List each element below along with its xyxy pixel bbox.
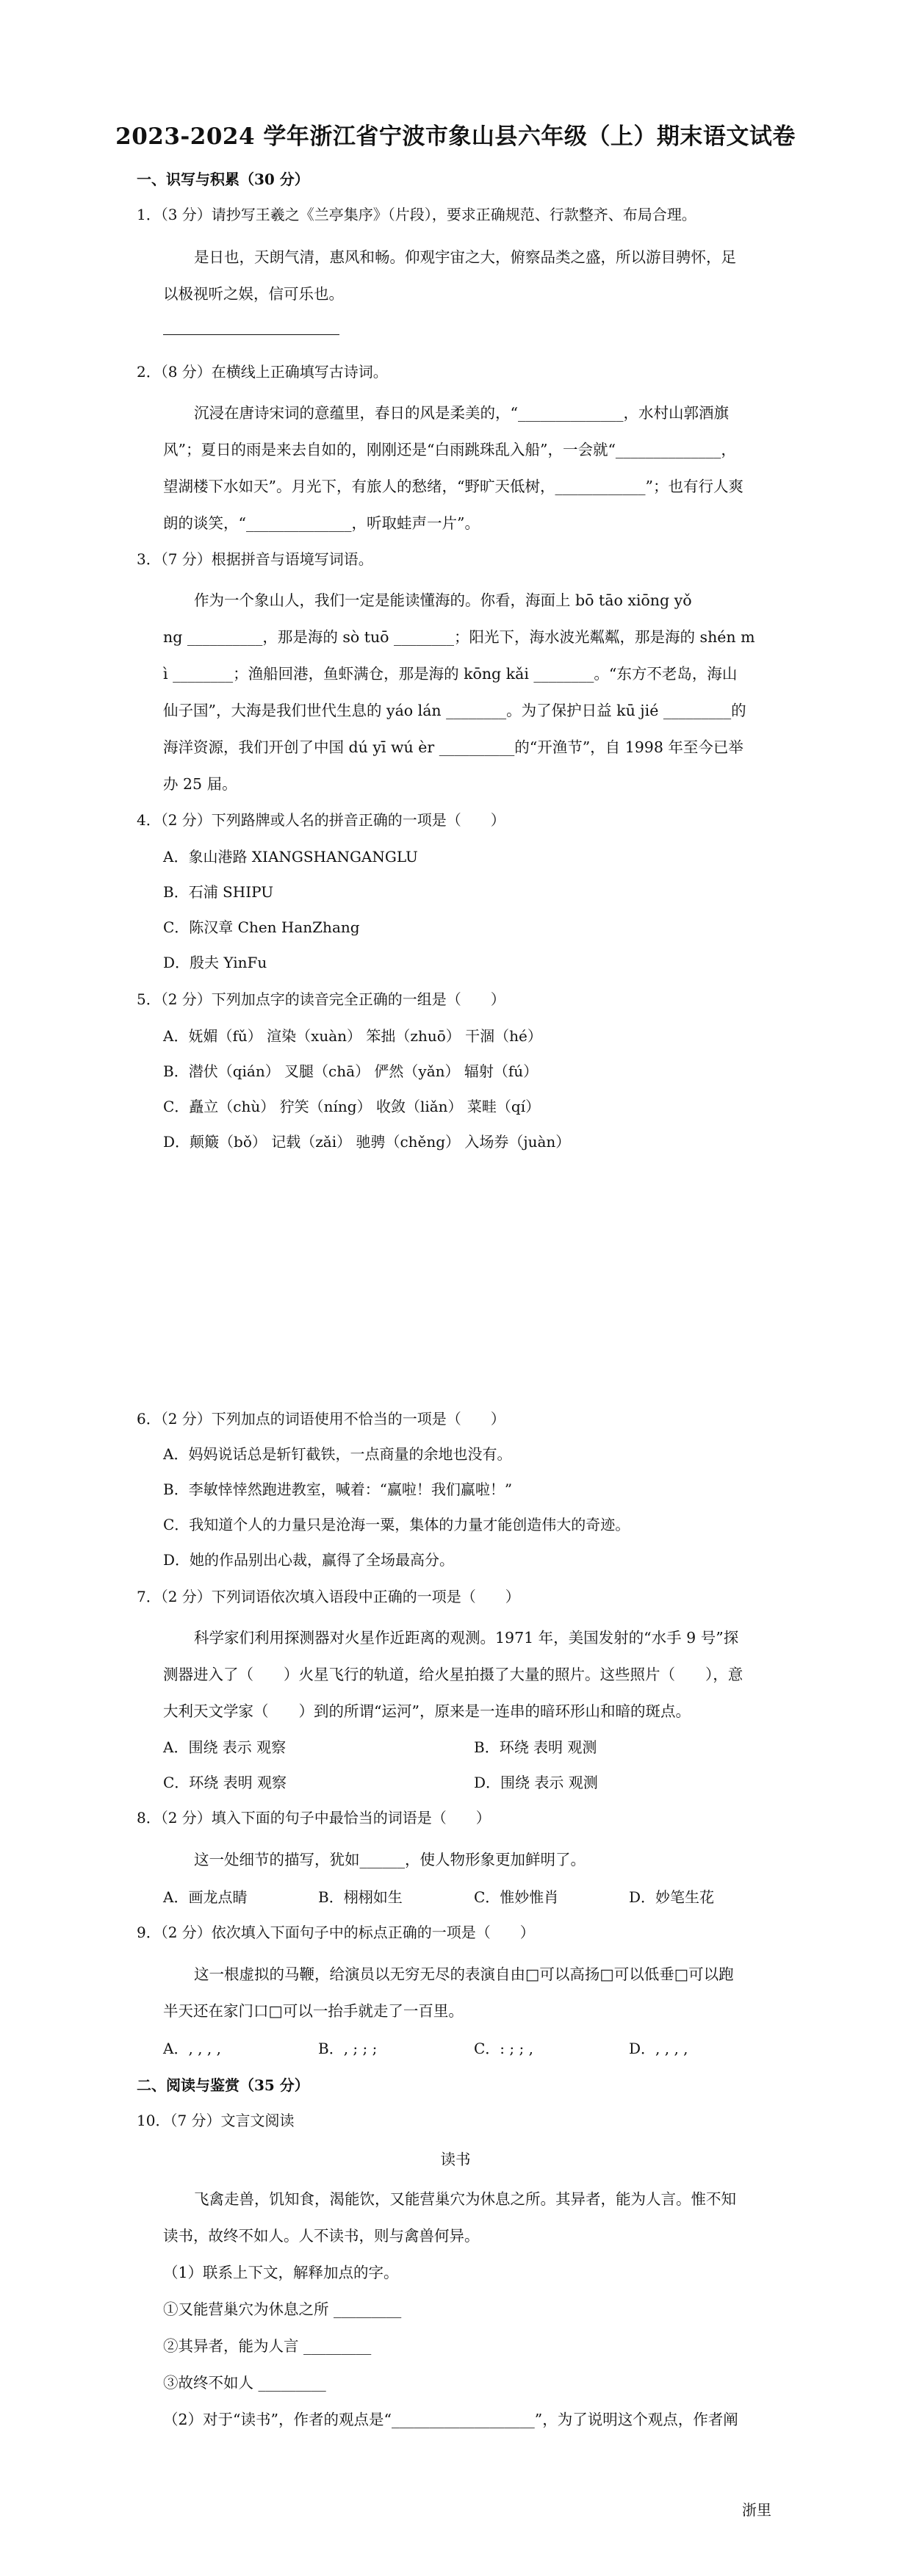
footer-brand: 浙里 <box>742 2501 771 2519</box>
option-a[interactable]: A．, , , , <box>163 2040 221 2057</box>
question-1-stem: 1．（3 分）请抄写王羲之《兰亭集序》（片段），要求正确规范、行款整齐、布局合理。 <box>137 206 696 223</box>
option-c[interactable]: C．环绕 表明 观察 <box>163 1774 287 1791</box>
question-9-text-line: 这一根虚拟的马鞭，给演员以无穷无尽的表演自由□可以高扬□可以低垂□可以跑 <box>194 1965 734 1983</box>
sub-question-item: ③故终不如人 _________ <box>163 2374 326 2392</box>
question-3-text-line: 作为一个象山人，我们一定是能读懂海的。你看，海面上 bō tāo xiōng yǒ <box>194 591 692 609</box>
sub-question-1: （1）联系上下文，解释加点的字。 <box>163 2264 399 2281</box>
question-9-text-line: 半天还在家门口□可以一抬手就走了一百里。 <box>163 2002 464 2020</box>
passage-line: 飞禽走兽，饥知食，渴能饮，又能营巢穴为休息之所。其异者，能为人言。惟不知 <box>194 2190 736 2208</box>
option-d[interactable]: D．殷夫 YinFu <box>163 954 267 971</box>
passage-line: 读书，故终不如人。人不读书，则与禽兽何异。 <box>163 2227 480 2245</box>
question-2-text-line: 沉浸在唐诗宋词的意蕴里，春日的风是柔美的，“______________，水村山郭酒旗 <box>194 404 729 422</box>
option-b[interactable]: B．李敏悻悻然跑进教室，喊着：“赢啦！我们赢啦！” <box>163 1481 513 1498</box>
option-d[interactable]: D．颠簸（bǒ） 记载（zǎi） 驰骋（chěng） 入场券（juàn） <box>163 1133 571 1151</box>
question-2-text-line: 望湖楼下水如天”。月光下，有旅人的愁绪，“野旷天低树，____________”；也有行人爽 <box>163 478 743 495</box>
question-3-text-line: 办 25 届。 <box>163 775 237 793</box>
passage-title: 读书 <box>440 2151 471 2168</box>
option-b[interactable]: B．潜伏（qián） 叉腿（chā） 俨然（yǎn） 辐射（fú） <box>163 1062 539 1080</box>
option-c[interactable]: C．惟妙惟肖 <box>474 1888 559 1906</box>
question-9-stem: 9．（2 分）依次填入下面句子中的标点正确的一项是（ ） <box>137 1924 535 1941</box>
option-b[interactable]: B．, ; ; ; <box>318 2040 378 2057</box>
option-d[interactable]: D．妙笔生花 <box>629 1888 715 1906</box>
section-heading-1: 一、识写与积累（30 分） <box>137 170 309 188</box>
question-7-text-line: 测器进入了（ ）火星飞行的轨道，给火星拍摄了大量的照片。这些照片（ ），意 <box>163 1666 743 1683</box>
option-d[interactable]: D．围绕 表示 观测 <box>474 1774 598 1791</box>
question-2-stem: 2．（8 分）在横线上正确填写古诗词。 <box>137 363 388 381</box>
option-a[interactable]: A．妩媚（fǔ） 渲染（xuàn） 笨拙（zhuō） 干涸（hé） <box>163 1027 542 1045</box>
question-6-stem: 6．（2 分）下列加点的词语使用不恰当的一项是（ ） <box>137 1410 505 1428</box>
question-2-text-line: 风”；夏日的雨是来去自如的，刚刚还是“白雨跳珠乱入船”，一会就“______________， <box>163 441 736 458</box>
question-2-text-line: 朗的谈笑，“______________，听取蛙声一片”。 <box>163 514 480 532</box>
question-3-text-line: ì ________；渔船回港，鱼虾满仓，那是海的 kōng kǎi ________。“东方不老岛，海山 <box>163 665 738 683</box>
section-heading-2: 二、阅读与鉴赏（35 分） <box>137 2076 309 2094</box>
option-c[interactable]: C．矗立（chù） 狞笑（níng） 收敛（liǎn） 菜畦（qí） <box>163 1098 541 1115</box>
option-a[interactable]: A．妈妈说话总是斩钉截铁，一点商量的余地也没有。 <box>163 1445 512 1463</box>
option-c[interactable]: C．: ; ; , <box>474 2040 533 2057</box>
sub-question-item: ①又能营巢穴为休息之所 _________ <box>163 2300 402 2318</box>
question-3-stem: 3．（7 分）根据拼音与语境写词语。 <box>137 550 373 568</box>
question-8-stem: 8．（2 分）填入下面的句子中最恰当的词语是（ ） <box>137 1809 491 1827</box>
option-b[interactable]: B．环绕 表明 观测 <box>474 1738 597 1756</box>
page-title: 2023-2024 学年浙江省宁波市象山县六年级（上）期末语文试卷 <box>115 123 796 150</box>
option-a[interactable]: A．画龙点睛 <box>163 1888 248 1906</box>
question-5-stem: 5．（2 分）下列加点字的读音完全正确的一组是（ ） <box>137 990 505 1008</box>
question-4-stem: 4．（2 分）下列路牌或人名的拼音正确的一项是（ ） <box>137 811 505 829</box>
answer-line <box>163 334 339 335</box>
option-b[interactable]: B．石浦 SHIPU <box>163 883 274 901</box>
question-7-text-line: 科学家们利用探测器对火星作近距离的观测。1971 年，美国发射的“水手 9 号”探 <box>194 1629 739 1647</box>
option-c[interactable]: C．我知道个人的力量只是沧海一粟，集体的力量才能创造伟大的奇迹。 <box>163 1516 630 1533</box>
question-7-stem: 7．（2 分）下列词语依次填入语段中正确的一项是（ ） <box>137 1588 520 1605</box>
option-a[interactable]: A．围绕 表示 观察 <box>163 1738 287 1756</box>
question-3-text-line: ng __________，那是海的 sò tuō ________；阳光下，海水波光粼粼，那是海的 shén m <box>163 628 755 646</box>
option-b[interactable]: B．栩栩如生 <box>318 1888 403 1906</box>
question-1-text-line: 以极视听之娱，信可乐也。 <box>163 285 344 303</box>
question-10-stem: 10．（7 分）文言文阅读 <box>137 2112 295 2129</box>
option-c[interactable]: C．陈汉章 Chen HanZhang <box>163 918 360 936</box>
question-3-text-line: 仙子国”，大海是我们世代生息的 yáo lán ________。为了保护日益 kū jié _________的 <box>163 702 746 719</box>
question-8-text-line: 这一处细节的描写，犹如______，使人物形象更加鲜明了。 <box>194 1851 586 1868</box>
option-d[interactable]: D．, , , , <box>629 2040 688 2057</box>
question-7-text-line: 大利天文学家（ ）到的所谓“运河”，原来是一连串的暗环形山和暗的斑点。 <box>163 1702 691 1720</box>
sub-question-2: （2）对于“读书”，作者的观点是“___________________”，为了说明这个观点，作者阐 <box>163 2411 738 2428</box>
option-d[interactable]: D．她的作品别出心裁，赢得了全场最高分。 <box>163 1551 455 1569</box>
sub-question-item: ②其异者，能为人言 _________ <box>163 2337 372 2355</box>
question-1-text-line: 是日也，天朗气清，惠风和畅。仰观宇宙之大，俯察品类之盛，所以游目骋怀，足 <box>194 248 736 266</box>
question-3-text-line: 海洋资源，我们开创了中国 dú yī wú èr __________的“开渔节”，自 1998 年至今已举 <box>163 738 743 756</box>
option-a[interactable]: A．象山港路 XIANGSHANGANGLU <box>163 848 418 866</box>
